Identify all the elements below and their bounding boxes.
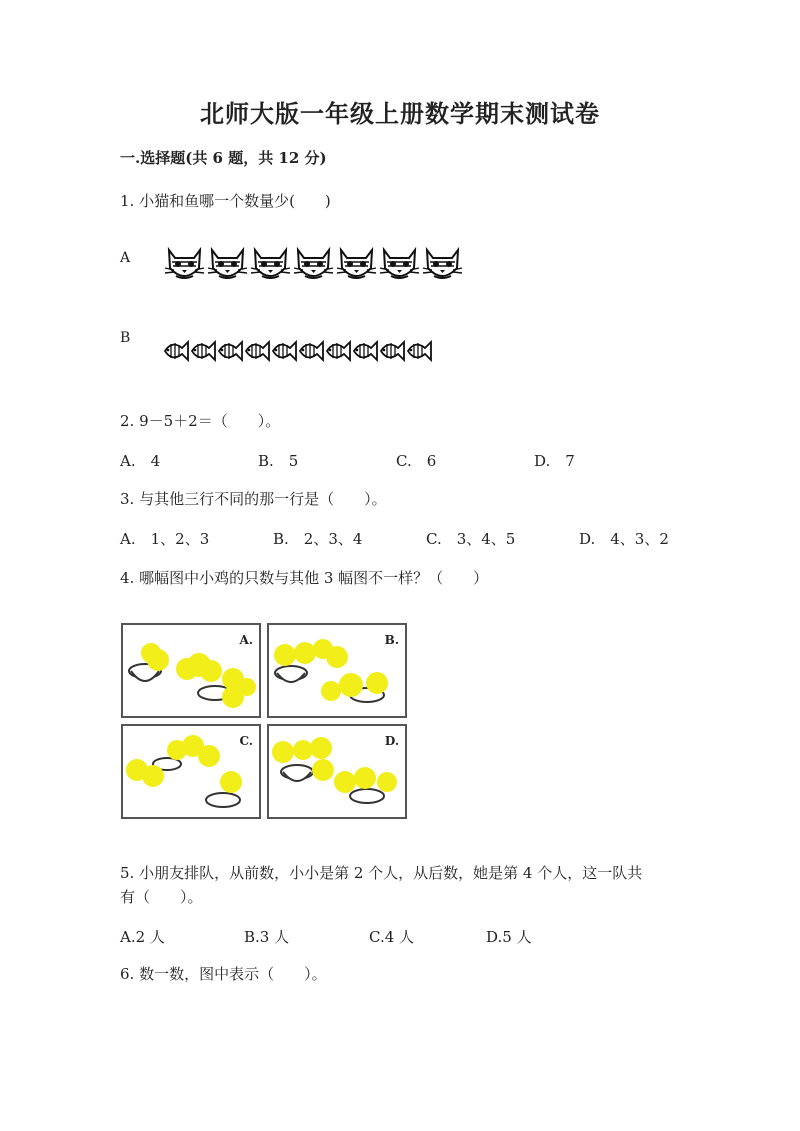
fish-icon xyxy=(379,338,406,364)
fish-icon xyxy=(163,338,190,364)
q5-option-c: C.4 人 xyxy=(369,928,415,946)
cat-row xyxy=(163,246,464,282)
cat-icon xyxy=(421,246,464,282)
q5-option-b: B.3 人 xyxy=(244,928,290,946)
fish-icon xyxy=(244,338,271,364)
question-1: 1. 小猫和鱼哪一个数量少( ) xyxy=(120,192,331,210)
question-6: 6. 数一数，图中表示（ ）。 xyxy=(120,965,327,983)
question-5-line-1: 5. 小朋友排队，从前数，小小是第 2 个人，从后数，她是第 4 个人，这一队共 xyxy=(120,864,643,882)
panel-label-b: B. xyxy=(384,633,399,647)
fish-icon xyxy=(217,338,244,364)
question-3: 3. 与其他三行不同的那一行是（ ）。 xyxy=(120,490,387,508)
q2-option-b: B. 5 xyxy=(258,452,299,470)
panel-label-d: D. xyxy=(384,734,399,748)
q2-option-c: C. 6 xyxy=(396,452,437,470)
q2-option-a: A. 4 xyxy=(120,452,161,470)
cat-icon xyxy=(378,246,421,282)
option-b-label: B xyxy=(120,330,131,346)
q3-option-d: D. 4、3、2 xyxy=(579,530,669,548)
section-heading: 一.选择题(共 6 题，共 12 分) xyxy=(120,149,327,167)
panel-label-c: C. xyxy=(239,734,253,748)
cat-icon xyxy=(292,246,335,282)
page-title: 北师大版一年级上册数学期末测试卷 xyxy=(200,99,600,128)
fish-icon xyxy=(406,338,433,364)
question-5-line-2: 有（ ）。 xyxy=(120,888,203,906)
q3-option-b: B. 2、3、4 xyxy=(273,530,363,548)
q5-option-a: A.2 人 xyxy=(120,928,165,946)
chick-panel-b xyxy=(267,623,407,718)
q5-option-d: D.5 人 xyxy=(486,928,532,946)
panel-label-a: A. xyxy=(239,633,253,647)
fish-icon xyxy=(352,338,379,364)
q3-option-c: C. 3、4、5 xyxy=(426,530,516,548)
cat-icon xyxy=(206,246,249,282)
question-4: 4. 哪幅图中小鸡的只数与其他 3 幅图不一样？（ ） xyxy=(120,569,489,587)
fish-row xyxy=(163,338,433,364)
chick-panel-a xyxy=(121,623,261,718)
fish-icon xyxy=(325,338,352,364)
question-2: 2. 9－5＋2＝（ ）。 xyxy=(120,412,281,430)
fish-icon xyxy=(271,338,298,364)
cat-icon xyxy=(163,246,206,282)
q3-option-a: A. 1、2、3 xyxy=(120,530,210,548)
chick-panel-c xyxy=(121,724,261,819)
chick-panel-d xyxy=(267,724,407,819)
q2-option-d: D. 7 xyxy=(534,452,575,470)
fish-icon xyxy=(190,338,217,364)
cat-icon xyxy=(249,246,292,282)
fish-icon xyxy=(298,338,325,364)
cat-icon xyxy=(335,246,378,282)
option-a-label: A xyxy=(120,250,131,266)
